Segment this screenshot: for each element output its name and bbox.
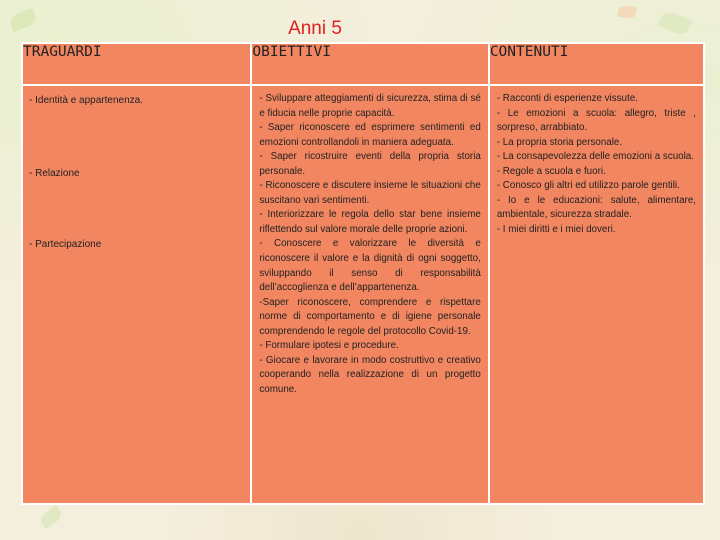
traguardo-item: - Partecipazione bbox=[29, 239, 102, 250]
header-traguardi: TRAGUARDI bbox=[22, 43, 251, 85]
obiettivi-cell bbox=[251, 85, 488, 504]
table-header-row bbox=[22, 43, 704, 85]
traguardo-item: - Relazione bbox=[29, 168, 80, 179]
traguardi-cell bbox=[22, 85, 251, 504]
traguardo-item: - Identità e appartenenza. bbox=[29, 95, 143, 106]
curriculum-table bbox=[21, 42, 705, 505]
table-row bbox=[22, 85, 704, 504]
leaf-decoration bbox=[38, 505, 64, 529]
leaf-decoration bbox=[658, 9, 693, 38]
contenuti-cell bbox=[489, 85, 704, 504]
header-obiettivi: OBIETTIVI bbox=[251, 43, 488, 85]
contenuti-text: - Racconti di esperienze vissute. - Le emozioni a scuola: allegro, triste , sorpreso, arrabbiato. - La propria storia personale. - La consapevolezza delle emozioni a scuola. - Regole a scuola e fuori. - Conosco gli altri ed utilizzo parole gentili. - Io e le educazioni: salute, alimentare, ambientale, sicurezza stradale. - I miei diritti e i miei doveri. bbox=[496, 93, 696, 235]
header-contenuti: CONTENUTI bbox=[489, 43, 704, 85]
obiettivi-text: - Sviluppare atteggiamenti di sicurezza, stima di sé e fiducia nelle proprie capacità. - Saper riconoscere ed esprimere sentimenti ed emozioni controllandoli in maniera adeguata. - Saper ricostruire eventi della propria storia personale. - Riconoscere e discutere insieme le situazioni che suscitano vari sentimenti. - Interiorizzare le regola dello star bene insieme riflettendo sul valore morale delle proprie azioni. - Conoscere e valorizzare le diversità e riconoscere il valore e la dignità di ogni soggetto, sviluppando il senso di responsabilità dell’accoglienza e dell’appartenenza. -Saper riconoscere, comprendere e rispettare norme di comportamento e di igiene personale comprendendo le regole del protocollo Covid-19. - Formulare ipotesi e procedure. - Giocare e lavorare in modo costruttivo e creativo cooperando nella realizzazione di un progetto comune. bbox=[259, 93, 481, 395]
page-title: Anni 5 bbox=[288, 18, 342, 39]
